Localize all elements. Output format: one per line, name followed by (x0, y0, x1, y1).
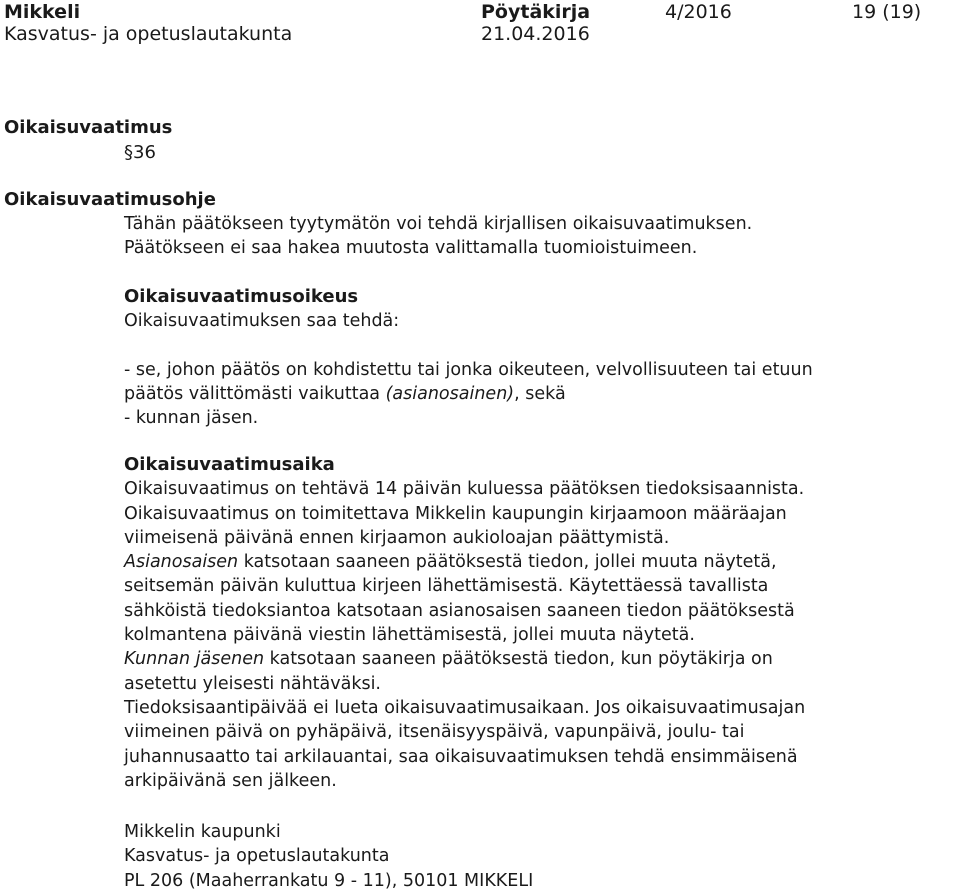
appeal-right-item: - se, johon päätös on kohdistettu tai jonka oikeuteen, velvollisuuteen tai etuun (124, 359, 813, 380)
period-line: kolmantena päivänä viestin lähettämisestä, jollei muuta näytetä. (124, 625, 695, 646)
appeal-right-section (124, 285, 813, 430)
header-date: 21.04.2016 (481, 23, 590, 45)
instructions-line: Tähän päätökseen tyytymätön voi tehdä kirjallisen oikaisuvaatimuksen. (124, 214, 753, 234)
appeal-section (124, 141, 156, 165)
instructions-line: Päätökseen ei saa hakea muutosta valittamalla tuomioistuimeen. (124, 238, 698, 259)
instructions-body (124, 212, 752, 261)
instructions-title: Oikaisuvaatimusohje (4, 189, 216, 210)
appeal-right-item: - kunnan jäsen. (124, 408, 259, 429)
period-line: juhannusaatto tai arkilauantai, saa oikaisuvaatimuksen tehdä ensimmäisenä (124, 746, 798, 767)
period-line: sähköistä tiedoksiantoa katsotaan asianosaisen saaneen tiedon päätöksestä (124, 600, 795, 621)
section-number: §36 (124, 142, 156, 163)
header-body: Kasvatus- ja opetuslautakunta (4, 23, 293, 45)
member-term: Kunnan jäsenen (124, 649, 265, 670)
period-line: viimeisenä päivänä ennen kirjaamon aukioloajan päättymistä. (124, 527, 670, 548)
party-term: (asianosainen) (385, 383, 515, 404)
header-doc-type: Pöytäkirja (481, 1, 591, 23)
appeal-right-intro: Oikaisuvaatimuksen saa tehdä: (124, 311, 400, 332)
appeal-period-section (124, 453, 805, 793)
period-line: asetettu yleisesti nähtäväksi. (124, 673, 381, 694)
period-line: Kunnan jäsenen katsotaan saaneen päätöksestä tiedon, kun pöytäkirja on (124, 649, 773, 670)
address-line: Kasvatus- ja opetuslautakunta (124, 846, 390, 867)
party-term: Asianosaisen (124, 552, 239, 573)
address-line: PL 206 (Maaherrankatu 9 - 11), 50101 MIKKELI (124, 870, 534, 891)
address-block (124, 820, 533, 893)
appeal-right-item-cont: päätös välittömästi vaikuttaa (asianosainen), sekä (124, 383, 566, 404)
header-doc-number: 4/2016 (665, 1, 732, 23)
period-line: Asianosaisen katsotaan saaneen päätöksestä tiedon, jollei muuta näytetä, (124, 552, 777, 573)
period-line: viimeinen päivä on pyhäpäivä, itsenäisyyspäivä, vapunpäivä, joulu- tai (124, 722, 745, 743)
appeal-right-title: Oikaisuvaatimusoikeus (124, 286, 359, 307)
appeal-period-title: Oikaisuvaatimusaika (124, 454, 335, 475)
period-line: arkipäivänä sen jälkeen. (124, 770, 337, 791)
header-page-number: 19 (19) (852, 1, 922, 23)
period-line: Tiedoksisaantipäivää ei lueta oikaisuvaatimusaikaan. Jos oikaisuvaatimusajan (124, 697, 806, 718)
address-line: Mikkelin kaupunki (124, 822, 281, 842)
period-line: Oikaisuvaatimus on toimitettava Mikkelin kaupungin kirjaamoon määräajan (124, 503, 787, 524)
period-line: seitsemän päivän kuluttua kirjeen lähettämisestä. Käytettäessä tavallista (124, 576, 769, 597)
header-org: Mikkeli (4, 1, 81, 23)
period-line: Oikaisuvaatimus on tehtävä 14 päivän kuluessa päätöksen tiedoksisaannista. (124, 479, 805, 500)
appeal-title: Oikaisuvaatimus (4, 117, 173, 138)
